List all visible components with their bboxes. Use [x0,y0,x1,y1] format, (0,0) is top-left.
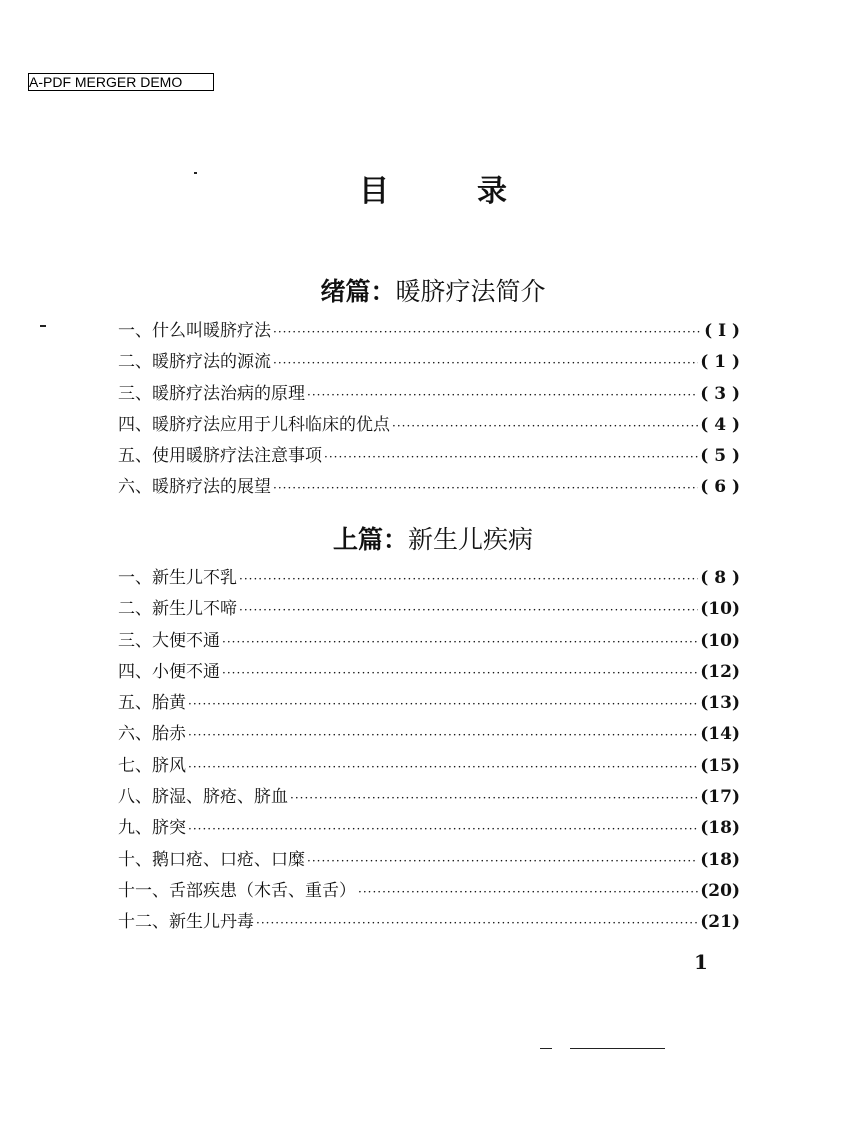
entry-label: 八、脐湿、脐疮、脐血 [118,787,288,808]
scan-speck [570,1048,665,1049]
dot-leader [239,572,698,586]
entry-page: (18) [700,849,740,870]
entry-page: ( 8 ) [700,568,740,588]
dot-leader [222,666,698,680]
dot-leader [273,481,698,495]
entry-label: 一、新生儿不乳 [118,568,237,588]
section-prefix: 上篇： [332,525,408,554]
page-title [0,166,866,210]
toc-entry[interactable] [118,441,740,472]
scan-speck [194,172,197,174]
entry-label: 六、暖脐疗法的展望 [118,477,271,498]
entry-page: ( 3 ) [700,383,740,404]
entry-page: (20) [700,880,740,901]
title-char: 目 [359,174,389,209]
section-heading [0,520,866,556]
toc-list [118,563,740,939]
entry-label: 九、脐突 [118,818,186,839]
dot-leader [358,885,698,899]
dot-leader [239,603,698,617]
entry-label: 七、脐风 [118,755,186,776]
entry-label: 五、使用暖脐疗法注意事项 [118,446,322,467]
dot-leader [290,791,698,805]
scan-speck [40,325,46,327]
entry-label: 二、暖脐疗法的源流 [118,352,271,373]
entry-page: ( 6 ) [700,477,740,498]
entry-label: 十二、新生儿丹毒 [118,912,254,933]
entry-page: (10) [700,599,740,620]
watermark: A-PDF MERGER DEMO [28,73,214,91]
toc-entry[interactable] [118,907,740,938]
toc-entry[interactable] [118,876,740,907]
dot-leader [222,635,698,649]
entry-label: 四、暖脐疗法应用于儿科临床的优点 [118,414,390,435]
entry-page: ( 5 ) [700,446,740,467]
entry-page: (14) [700,724,740,745]
scan-speck [540,1048,552,1049]
toc-entry[interactable] [118,626,740,657]
section-name: 新生儿疾病 [408,525,534,554]
dot-leader [273,325,702,339]
toc-entry[interactable] [118,410,740,441]
toc-list [118,316,740,504]
dot-leader [324,450,698,464]
toc-entry[interactable] [118,379,740,410]
entry-page: (13) [700,693,740,714]
entry-label: 十、鹅口疮、口疮、口糜 [118,849,305,870]
entry-label: 五、胎黄 [118,693,186,714]
entry-label: 三、暖脐疗法治病的原理 [118,383,305,404]
entry-label: 一、什么叫暖脐疗法 [118,321,271,341]
dot-leader [188,760,698,774]
title-char: 录 [477,174,507,209]
toc-entry[interactable] [118,782,740,813]
entry-page: (17) [700,787,740,808]
toc-entry[interactable] [118,813,740,844]
entry-page: (12) [700,661,740,682]
entry-label: 六、胎赤 [118,724,186,745]
section-name: 暖脐疗法简介 [395,277,546,306]
dot-leader [392,419,698,433]
dot-leader [188,728,698,742]
page-number: 1 [694,950,708,974]
toc-entry[interactable] [118,688,740,719]
entry-page: ( 1 ) [700,352,740,373]
toc-entry[interactable] [118,316,740,347]
entry-label: 二、新生儿不啼 [118,599,237,620]
toc-entry[interactable] [118,347,740,378]
toc-entry[interactable] [118,845,740,876]
dot-leader [256,916,698,930]
toc-entry[interactable] [118,657,740,688]
toc-entry[interactable] [118,594,740,625]
toc-entry[interactable] [118,719,740,750]
entry-page: (15) [700,755,740,776]
entry-label: 四、小便不通 [118,661,220,682]
entry-label: 三、大便不通 [118,630,220,651]
dot-leader [307,388,698,402]
entry-page: ( I ) [704,321,740,341]
dot-leader [188,822,698,836]
entry-page: (18) [700,818,740,839]
section-heading [0,272,866,308]
toc-entry[interactable] [118,563,740,594]
dot-leader [273,356,698,370]
entry-page: (21) [700,912,740,933]
dot-leader [188,697,698,711]
toc-entry[interactable] [118,751,740,782]
entry-page: ( 4 ) [700,414,740,435]
entry-label: 十一、舌部疾患（木舌、重舌） [118,880,356,901]
section-prefix: 绪篇： [320,277,396,306]
dot-leader [307,854,698,868]
entry-page: (10) [700,630,740,651]
toc-entry[interactable] [118,472,740,503]
